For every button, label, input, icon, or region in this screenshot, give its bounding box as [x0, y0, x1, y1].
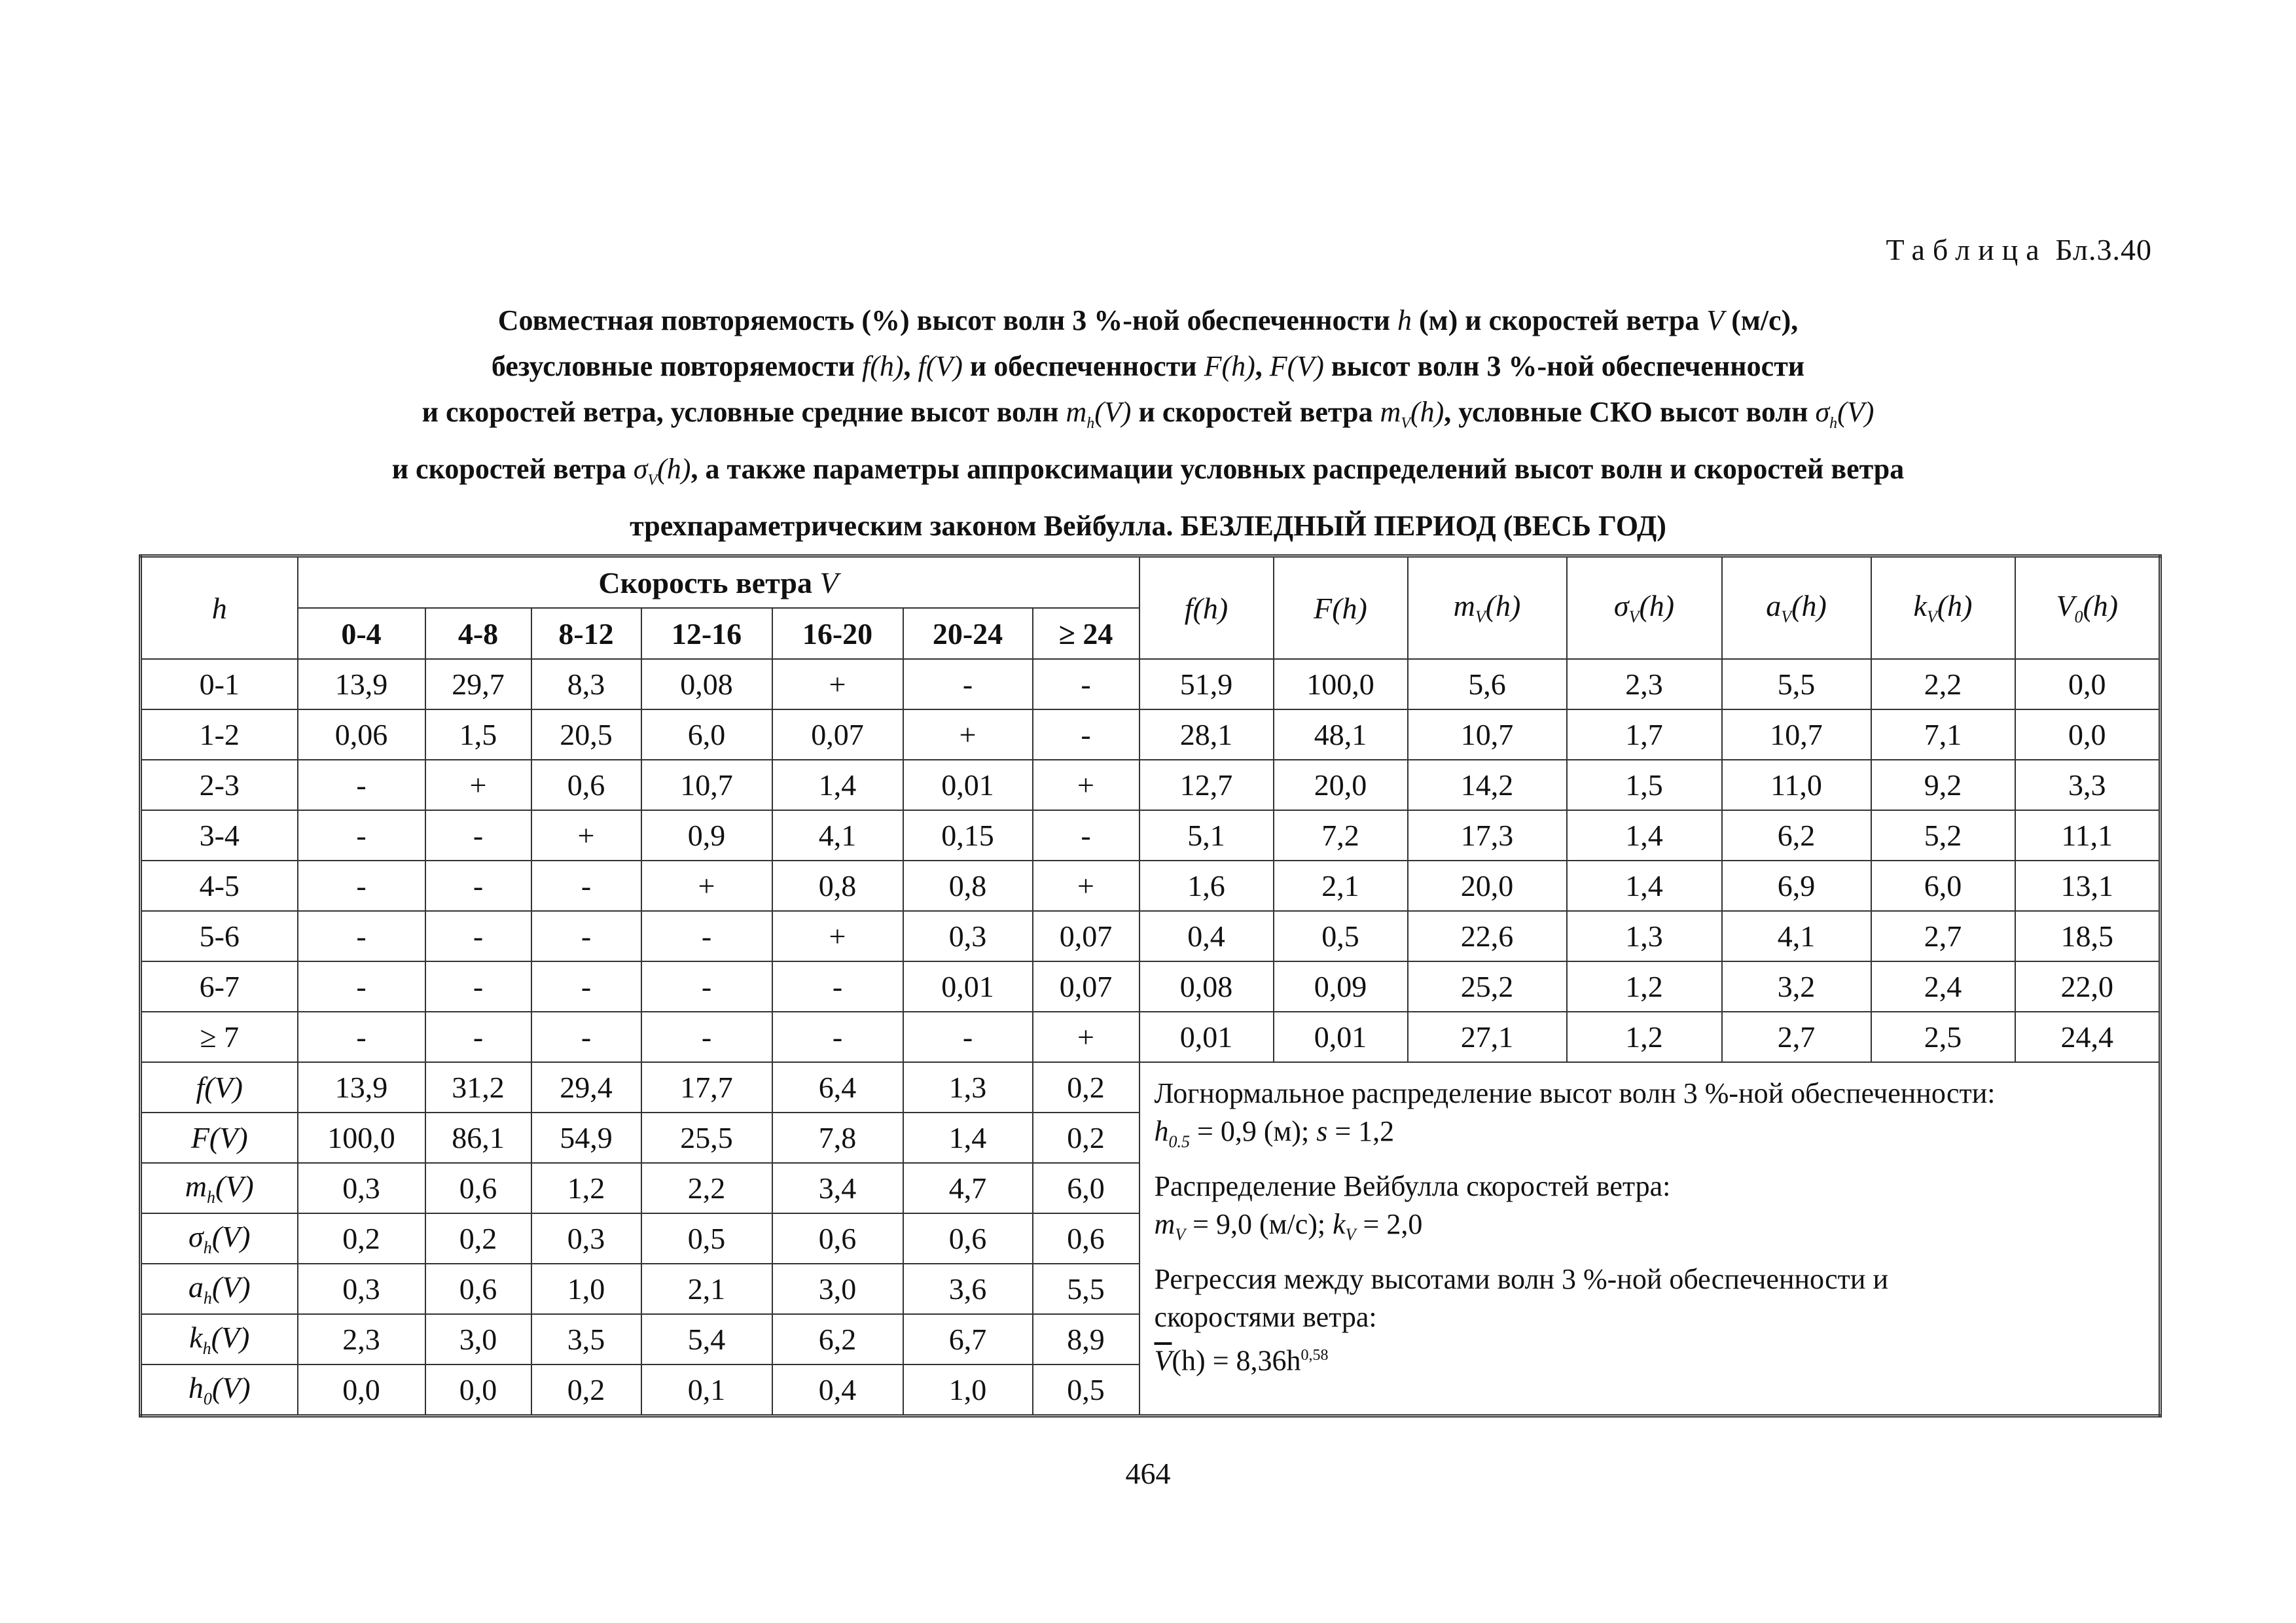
joint-freq-cell: 0,08 [641, 659, 772, 709]
stat-cell: 0,4 [1139, 911, 1274, 961]
title-text: , а также параметры аппроксимации условных распределений высот волн и скоростей ветра [691, 452, 1905, 485]
regression-formula: $\overline{V}(h) = 8,36h^{0,58}$ [1154, 1344, 1329, 1377]
stat-cell: 2,2 [1871, 659, 2015, 709]
joint-freq-cell: - [298, 961, 425, 1012]
stat-cell: 1,7 [1567, 709, 1722, 760]
stat-cell: 1,3 [1567, 911, 1722, 961]
marginal-cell: 86,1 [425, 1113, 531, 1163]
marginal-cell: 6,0 [1033, 1163, 1139, 1213]
title-text: высот волн 3 %-ной обеспеченности [1331, 350, 1805, 382]
stat-cell: 10,7 [1408, 709, 1567, 760]
marginal-cell: 0,6 [772, 1213, 903, 1264]
stat-cell: 5,1 [1139, 810, 1274, 861]
marginal-cell: 6,4 [772, 1062, 903, 1113]
marginal-cell: 0,6 [1033, 1213, 1139, 1264]
stat-cell: 51,9 [1139, 659, 1274, 709]
joint-freq-cell: + [1033, 861, 1139, 911]
joint-freq-cell: 0,01 [903, 760, 1033, 810]
stat-cell: 0,01 [1139, 1012, 1274, 1062]
header-aV-h: $a_V(h)$ [1722, 556, 1871, 660]
marginal-cell: 1,2 [531, 1163, 641, 1213]
stat-cell: 1,4 [1567, 861, 1722, 911]
title-text: безусловные повторяемости [491, 350, 855, 382]
stat-cell: 27,1 [1408, 1012, 1567, 1062]
joint-freq-cell: + [425, 760, 531, 810]
stat-cell: 0,09 [1274, 961, 1408, 1012]
joint-freq-cell: 0,9 [641, 810, 772, 861]
weibull-params: $m_V = 9,0$ (м/с); $k_V = 2,0$ [1154, 1207, 1423, 1244]
stat-cell: 6,2 [1722, 810, 1871, 861]
marginal-cell: 25,5 [641, 1113, 772, 1163]
marginal-cell: 7,8 [772, 1113, 903, 1163]
table-label [1886, 232, 2152, 267]
stat-cell: 2,5 [1871, 1012, 2015, 1062]
joint-freq-cell: - [531, 1012, 641, 1062]
stat-cell: 7,2 [1274, 810, 1408, 861]
marginal-cell: 0,2 [425, 1213, 531, 1264]
stat-cell: 24,4 [2015, 1012, 2161, 1062]
marginal-cell: 3,6 [903, 1264, 1033, 1314]
table-row [141, 1062, 2161, 1113]
wind-bin-header: 4-8 [425, 608, 531, 659]
marginal-cell: 3,0 [425, 1314, 531, 1364]
stat-cell: 12,7 [1139, 760, 1274, 810]
title-line-4: и скоростей ветра $\sigma_V(h)$, а также параметры аппроксимации условных распределений высот волн и скоростей ветра [391, 452, 1905, 489]
joint-freq-cell: - [298, 861, 425, 911]
marginal-cell: 0,2 [298, 1213, 425, 1264]
row-h-cell: 3-4 [141, 810, 298, 861]
title-line-5: трехпараметрическим законом Вейбулла. БЕЗЛЕДНЫЙ ПЕРИОД (ВЕСЬ ГОД) [630, 509, 1666, 542]
joint-freq-cell: - [425, 961, 531, 1012]
joint-freq-cell: + [1033, 760, 1139, 810]
header-f-h: f(h) [1139, 556, 1274, 660]
joint-freq-cell: - [772, 961, 903, 1012]
table-row [141, 810, 2161, 861]
table-row [141, 961, 2161, 1012]
stat-cell: 22,0 [2015, 961, 2161, 1012]
title-line-3: и скоростей ветра, условные средние высот волн $m_h(V)$ и скоростей ветра $m_V(h)$, условные СКО высот волн $\sigma_h(V)$ [422, 396, 1874, 432]
stat-cell: 1,5 [1567, 760, 1722, 810]
marginal-cell: 0,3 [298, 1163, 425, 1213]
joint-freq-cell: 0,6 [531, 760, 641, 810]
marginal-cell: 5,4 [641, 1314, 772, 1364]
stat-cell: 14,2 [1408, 760, 1567, 810]
stat-cell: 1,2 [1567, 1012, 1722, 1062]
stat-cell: 3,2 [1722, 961, 1871, 1012]
joint-freq-cell: 0,3 [903, 911, 1033, 961]
lower-row-label: f(V) [141, 1062, 298, 1113]
stat-cell: 11,0 [1722, 760, 1871, 810]
lower-row-label: $a_h(V)$ [141, 1264, 298, 1314]
joint-freq-cell: - [531, 961, 641, 1012]
table-row [141, 709, 2161, 760]
header-mV-h: $m_V(h)$ [1408, 556, 1567, 660]
stat-cell: 1,2 [1567, 961, 1722, 1012]
table-label-number: Бл.3.40 [2055, 233, 2152, 266]
marginal-cell: 0,0 [298, 1364, 425, 1416]
wind-bin-header: 16-20 [772, 608, 903, 659]
joint-freq-cell: - [425, 911, 531, 961]
title-text: (м) и скоростей ветра [1418, 304, 1700, 336]
stat-cell: 10,7 [1722, 709, 1871, 760]
marginal-cell: 100,0 [298, 1113, 425, 1163]
marginal-cell: 0,2 [531, 1364, 641, 1416]
joint-freq-cell: - [641, 911, 772, 961]
stat-cell: 2,3 [1567, 659, 1722, 709]
title-text: и скоростей ветра [391, 452, 626, 485]
marginal-cell: 0,6 [425, 1264, 531, 1314]
title-line-1: Совместная повторяемость (%) высот волн 3 %-ной обеспеченности h (м) и скоростей ветра V (м/с), [497, 304, 1799, 336]
row-h-cell: 6-7 [141, 961, 298, 1012]
joint-freq-cell: - [425, 1012, 531, 1062]
joint-freq-cell: 0,15 [903, 810, 1033, 861]
joint-freq-cell: - [1033, 659, 1139, 709]
joint-freq-cell: + [772, 911, 903, 961]
stat-cell: 17,3 [1408, 810, 1567, 861]
joint-freq-cell: 1,5 [425, 709, 531, 760]
joint-freq-cell: - [772, 1012, 903, 1062]
stat-cell: 5,5 [1722, 659, 1871, 709]
stat-cell: 2,1 [1274, 861, 1408, 911]
stat-cell: 22,6 [1408, 911, 1567, 961]
title-text: Совместная повторяемость (%) высот волн 3 %-ной обеспеченности [497, 304, 1390, 336]
joint-freq-cell: 0,01 [903, 961, 1033, 1012]
marginal-cell: 0,6 [903, 1213, 1033, 1264]
wind-bin-header: 8-12 [531, 608, 641, 659]
stat-cell: 2,4 [1871, 961, 2015, 1012]
joint-freq-cell: 20,5 [531, 709, 641, 760]
joint-freq-cell: - [298, 1012, 425, 1062]
wind-bin-header: 12-16 [641, 608, 772, 659]
joint-freq-cell: - [298, 810, 425, 861]
joint-freq-cell: - [425, 810, 531, 861]
joint-freq-cell: - [1033, 810, 1139, 861]
joint-freq-cell: 29,7 [425, 659, 531, 709]
row-h-cell: 1-2 [141, 709, 298, 760]
joint-freq-cell: - [1033, 709, 1139, 760]
header-kV-h: $k_V(h)$ [1871, 556, 2015, 660]
weibull-title: Распределение Вейбулла скоростей ветра: [1154, 1169, 1671, 1202]
stat-cell: 4,1 [1722, 911, 1871, 961]
joint-freq-cell: 6,0 [641, 709, 772, 760]
stat-cell: 9,2 [1871, 760, 2015, 810]
stat-cell: 1,4 [1567, 810, 1722, 861]
marginal-cell: 0,2 [1033, 1113, 1139, 1163]
marginal-cell: 29,4 [531, 1062, 641, 1113]
joint-freq-cell: + [772, 659, 903, 709]
data-table [139, 554, 2162, 1418]
row-h-cell: 0-1 [141, 659, 298, 709]
table-row [141, 861, 2161, 911]
marginal-cell: 0,6 [425, 1163, 531, 1213]
header-V0-h: $V_0(h)$ [2015, 556, 2161, 660]
stat-cell: 0,01 [1274, 1012, 1408, 1062]
stat-cell: 2,7 [1722, 1012, 1871, 1062]
header-sigmaV-h: $\sigma_V(h)$ [1567, 556, 1722, 660]
table-row [141, 1012, 2161, 1062]
marginal-cell: 13,9 [298, 1062, 425, 1113]
stat-cell: 0,08 [1139, 961, 1274, 1012]
marginal-cell: 3,4 [772, 1163, 903, 1213]
wind-bin-header: 20-24 [903, 608, 1033, 659]
stat-cell: 7,1 [1871, 709, 2015, 760]
stat-cell: 0,5 [1274, 911, 1408, 961]
marginal-cell: 1,3 [903, 1062, 1033, 1113]
stat-cell: 6,0 [1871, 861, 2015, 911]
title-text: , условные СКО высот волн [1444, 396, 1808, 428]
joint-freq-cell: - [903, 1012, 1033, 1062]
joint-freq-cell: 0,06 [298, 709, 425, 760]
joint-freq-cell: - [641, 961, 772, 1012]
lognormal-title: Логнормальное распределение высот волн 3 %-ной обеспеченности: [1154, 1077, 1996, 1109]
marginal-cell: 0,5 [641, 1213, 772, 1264]
lower-row-label: $h_0(V)$ [141, 1364, 298, 1416]
lower-row-label: $k_h(V)$ [141, 1314, 298, 1364]
joint-freq-cell: 0,8 [903, 861, 1033, 911]
title-line-2: безусловные повторяемости f(h), f(V) и обеспеченности F(h), F(V) высот волн 3 %-ной обеспеченности [491, 350, 1805, 382]
marginal-cell: 4,7 [903, 1163, 1033, 1213]
regression-title-1: Регрессия между высотами волн 3 %-ной обеспеченности и [1154, 1262, 1889, 1295]
stat-cell: 25,2 [1408, 961, 1567, 1012]
row-h-cell: ≥ 7 [141, 1012, 298, 1062]
stat-cell: 2,7 [1871, 911, 2015, 961]
page-number: 464 [1125, 1457, 1171, 1490]
joint-freq-cell: 10,7 [641, 760, 772, 810]
joint-freq-cell: 0,8 [772, 861, 903, 911]
stat-cell: 100,0 [1274, 659, 1408, 709]
marginal-cell: 0,1 [641, 1364, 772, 1416]
stat-cell: 48,1 [1274, 709, 1408, 760]
marginal-cell: 54,9 [531, 1113, 641, 1163]
row-h-cell: 5-6 [141, 911, 298, 961]
lower-row-label: $m_h(V)$ [141, 1163, 298, 1213]
marginal-cell: 1,0 [531, 1264, 641, 1314]
joint-freq-cell: + [903, 709, 1033, 760]
wind-bin-header: ≥ 24 [1033, 608, 1139, 659]
marginal-cell: 6,2 [772, 1314, 903, 1364]
stat-cell: 28,1 [1139, 709, 1274, 760]
stat-cell: 6,9 [1722, 861, 1871, 911]
joint-freq-cell: - [903, 659, 1033, 709]
joint-freq-cell: - [641, 1012, 772, 1062]
joint-freq-cell: + [531, 810, 641, 861]
marginal-cell: 31,2 [425, 1062, 531, 1113]
table-row [141, 760, 2161, 810]
marginal-cell: 0,2 [1033, 1062, 1139, 1113]
marginal-cell: 2,2 [641, 1163, 772, 1213]
marginal-cell: 8,9 [1033, 1314, 1139, 1364]
stat-cell: 5,6 [1408, 659, 1567, 709]
joint-freq-cell: - [298, 760, 425, 810]
joint-freq-cell: 0,07 [772, 709, 903, 760]
row-h-cell: 4-5 [141, 861, 298, 911]
distribution-notes [1139, 1062, 2161, 1416]
table-row [141, 911, 2161, 961]
table-label-word: Таблица [1886, 233, 2047, 266]
joint-freq-cell: + [641, 861, 772, 911]
joint-freq-cell: 4,1 [772, 810, 903, 861]
header-F-h: F(h) [1274, 556, 1408, 660]
stat-cell: 5,2 [1871, 810, 2015, 861]
marginal-cell: 0,4 [772, 1364, 903, 1416]
stat-cell: 0,0 [2015, 709, 2161, 760]
title-text: и обеспеченности [969, 350, 1197, 382]
marginal-cell: 0,3 [531, 1213, 641, 1264]
stat-cell: 0,0 [2015, 659, 2161, 709]
joint-freq-cell: 0,07 [1033, 911, 1139, 961]
stat-cell: 3,3 [2015, 760, 2161, 810]
marginal-cell: 0,5 [1033, 1364, 1139, 1416]
marginal-cell: 2,1 [641, 1264, 772, 1314]
row-h-cell: 2-3 [141, 760, 298, 810]
marginal-cell: 3,5 [531, 1314, 641, 1364]
marginal-cell: 3,0 [772, 1264, 903, 1314]
title-text: (м/с), [1731, 304, 1799, 336]
marginal-cell: 1,4 [903, 1113, 1033, 1163]
marginal-cell: 1,0 [903, 1364, 1033, 1416]
lower-row-label: $\sigma_h(V)$ [141, 1213, 298, 1264]
joint-freq-cell: 8,3 [531, 659, 641, 709]
lower-row-label: F(V) [141, 1113, 298, 1163]
joint-freq-cell: 0,07 [1033, 961, 1139, 1012]
marginal-cell: 5,5 [1033, 1264, 1139, 1314]
marginal-cell: 2,3 [298, 1314, 425, 1364]
header-wind: Скорость ветра V [298, 556, 1139, 609]
title-text: и скоростей ветра, условные средние высот волн [422, 396, 1059, 428]
joint-freq-cell: - [531, 861, 641, 911]
marginal-cell: 0,3 [298, 1264, 425, 1314]
regression-title-2: скоростями ветра: [1154, 1300, 1377, 1333]
stat-cell: 11,1 [2015, 810, 2161, 861]
joint-freq-cell: - [531, 911, 641, 961]
stat-cell: 13,1 [2015, 861, 2161, 911]
stat-cell: 20,0 [1408, 861, 1567, 911]
marginal-cell: 17,7 [641, 1062, 772, 1113]
title-text: и скоростей ветра [1138, 396, 1373, 428]
joint-freq-cell: 13,9 [298, 659, 425, 709]
stat-cell: 20,0 [1274, 760, 1408, 810]
marginal-cell: 6,7 [903, 1314, 1033, 1364]
wind-bin-header: 0-4 [298, 608, 425, 659]
table-row [141, 659, 2161, 709]
stat-cell: 18,5 [2015, 911, 2161, 961]
joint-freq-cell: - [425, 861, 531, 911]
header-h: h [141, 556, 298, 660]
joint-freq-cell: - [298, 911, 425, 961]
joint-freq-cell: + [1033, 1012, 1139, 1062]
lognormal-params: $h_{0.5} = 0,9$ (м); s = 1,2 [1154, 1115, 1395, 1151]
table-title [0, 298, 2296, 549]
joint-freq-cell: 1,4 [772, 760, 903, 810]
marginal-cell: 0,0 [425, 1364, 531, 1416]
stat-cell: 1,6 [1139, 861, 1274, 911]
